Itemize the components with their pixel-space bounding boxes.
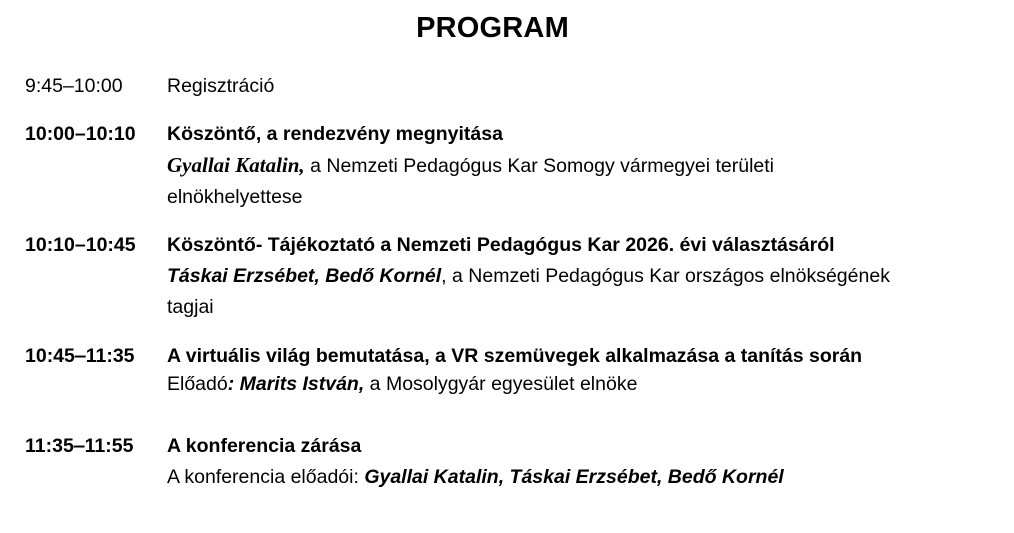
program-content	[167, 119, 967, 213]
program-speaker-line	[167, 261, 967, 292]
program-title: Köszöntő, a rendezvény megnyitása	[167, 123, 503, 145]
program-speaker-line	[167, 369, 967, 400]
speaker-prefix: A konferencia előadói:	[167, 466, 365, 488]
speaker-name: Gyallai Katalin, Táskai Erzsébet, Bedő Kornél	[364, 466, 784, 488]
speaker-role: a Mosolygyár egyesület elnöke	[364, 373, 638, 395]
program-content	[167, 341, 967, 400]
program-time: 10:00–10:10	[25, 123, 136, 145]
program-speaker-line	[167, 150, 967, 182]
speaker-role: a Nemzeti Pedagógus Kar Somogy vármegyei területi	[304, 155, 775, 177]
program-title: Regisztráció	[167, 75, 275, 97]
program-content	[167, 230, 967, 323]
speaker-prefix: Előadó	[167, 373, 228, 395]
program-time: 9:45–10:00	[25, 75, 123, 97]
program-title: A konferencia zárása	[167, 435, 362, 457]
program-time: 10:45‒11:35	[25, 345, 135, 367]
speaker-role-continued: elnökhelyettese	[167, 186, 303, 208]
speaker-role: , a Nemzeti Pedagógus Kar országos elnökségének	[441, 265, 890, 287]
program-content	[167, 431, 967, 493]
program-title: Köszöntő- Tájékoztató a Nemzeti Pedagógus Kar 2026. évi választásáról	[167, 234, 835, 256]
program-content	[167, 71, 967, 102]
program-time: 11:35‒11:55	[25, 435, 134, 457]
program-speaker-line	[167, 462, 967, 493]
speaker-name: : Marits István,	[227, 373, 365, 395]
page-title: PROGRAM	[416, 12, 569, 44]
speaker-role-continued: tagjai	[167, 296, 214, 318]
program-time: 10:10–10:45	[25, 234, 136, 256]
speaker-name: Táskai Erzsébet, Bedő Kornél	[167, 265, 442, 287]
program-title: A virtuális világ bemutatása, a VR szemüvegek alkalmazása a tanítás során	[167, 345, 863, 367]
speaker-name: Gyallai Katalin,	[167, 153, 305, 177]
